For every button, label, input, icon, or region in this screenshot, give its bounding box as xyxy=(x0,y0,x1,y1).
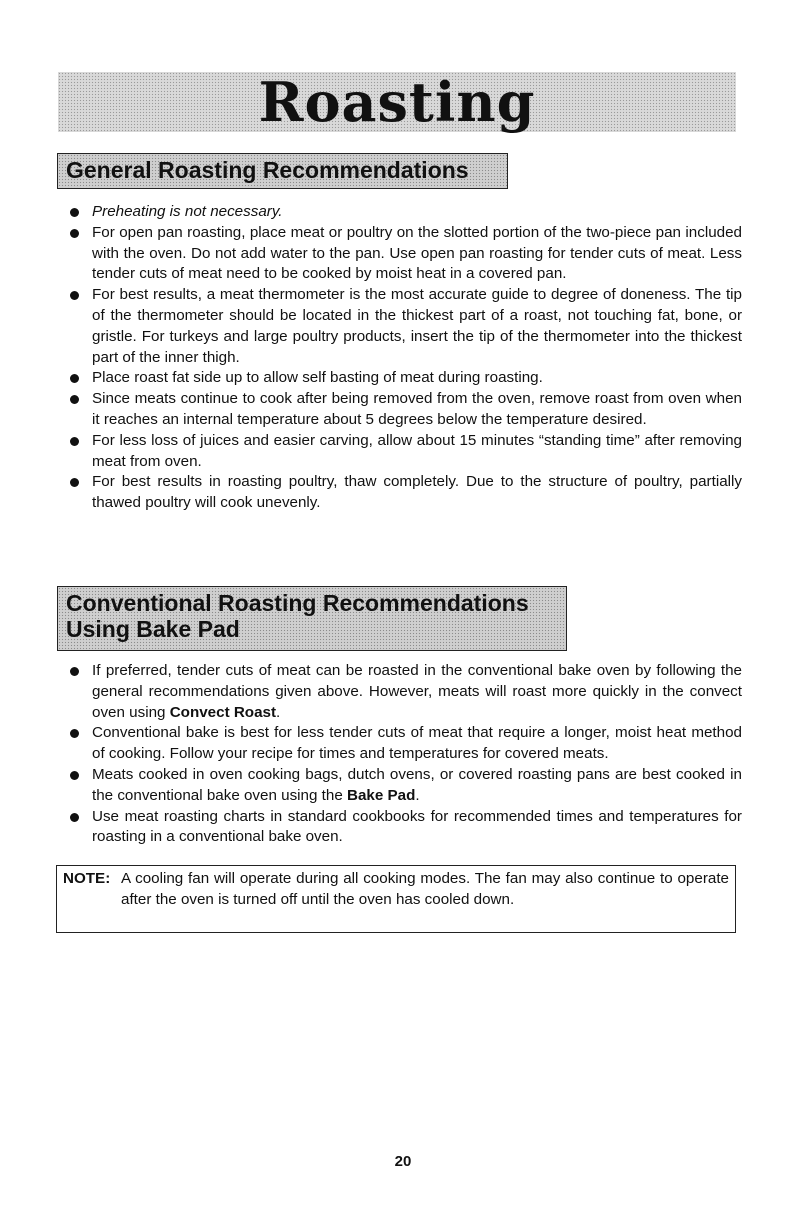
general-recommendations-list xyxy=(70,202,742,514)
title-banner xyxy=(58,72,736,132)
bullet-icon xyxy=(70,229,79,238)
list-item xyxy=(70,285,742,368)
bullet-icon xyxy=(70,478,79,487)
list-item-end: . xyxy=(276,703,281,721)
section-header-general xyxy=(57,153,508,189)
bullet-icon xyxy=(70,208,79,217)
section-header-general-text: General Roasting Recommendations xyxy=(66,157,469,183)
list-item xyxy=(70,431,742,473)
bake-pad-label: Bake Pad xyxy=(347,786,416,804)
list-item-text: For best results in roasting poultry, thaw completely. Due to the structure of poultry, partially thawed poultry will cook unevenly. xyxy=(92,473,742,512)
page-number: 20 xyxy=(394,1153,412,1170)
list-item xyxy=(70,389,742,431)
page-title: Roasting xyxy=(258,70,536,134)
list-item xyxy=(70,661,742,723)
list-item xyxy=(70,472,742,514)
list-item-text: Use meat roasting charts in standard cookbooks for recommended times and temperatures for roasting in a conventional bake oven. xyxy=(92,807,742,846)
list-item-text: Meats cooked in oven cooking bags, dutch ovens, or covered roasting pans are best cooked in the conventional bake oven using the xyxy=(92,765,742,804)
list-item-text: Conventional bake is best for less tender cuts of meat that require a longer, moist heat method of cooking. Follow your recipe for times and temperatures for covered meats. xyxy=(92,724,742,763)
section-header-conventional xyxy=(57,586,567,651)
list-item xyxy=(70,223,742,285)
bullet-icon xyxy=(70,667,79,676)
convect-roast-label: Convect Roast xyxy=(169,703,277,721)
conventional-recommendations-list xyxy=(70,661,742,848)
list-item-text: Place roast fat side up to allow self basting of meat during roasting. xyxy=(92,369,543,387)
bullet-icon xyxy=(70,374,79,383)
list-item-text: Preheating is not necessary. xyxy=(92,203,283,220)
bullet-icon xyxy=(70,291,79,300)
bullet-icon xyxy=(70,813,79,822)
list-item xyxy=(70,202,742,223)
list-item-text: For open pan roasting, place meat or poultry on the slotted portion of the two-piece pan included with the oven. Do not add water to the pan. Use open pan roasting for tender cuts of meat. Less tender cuts of meat need to be cooked by moist heat in a covered pan. xyxy=(92,223,742,283)
list-item xyxy=(70,765,742,807)
bullet-icon xyxy=(70,729,79,738)
list-item xyxy=(70,368,742,389)
note-label: NOTE: xyxy=(63,870,111,887)
list-item-text: If preferred, tender cuts of meat can be roasted in the conventional bake oven by following the general recommendations given above. However, meats will roast more quickly in the convect oven using xyxy=(92,662,742,721)
bullet-icon xyxy=(70,771,79,780)
bullet-icon xyxy=(70,395,79,404)
note-text: A cooling fan will operate during all cooking modes. The fan may also continue to operate after the oven is turned off until the oven has cooled down. xyxy=(121,870,729,908)
list-item-end: . xyxy=(415,786,420,804)
section-header-conventional-line2: Using Bake Pad xyxy=(66,616,240,642)
list-item xyxy=(70,723,742,765)
section-header-conventional-line1: Conventional Roasting Recommendations xyxy=(66,590,529,616)
list-item xyxy=(70,807,742,849)
list-item-text: For less loss of juices and easier carving, allow about 15 minutes “standing time” after removing meat from oven. xyxy=(92,431,742,470)
list-item-text: For best results, a meat thermometer is the most accurate guide to degree of doneness. The tip of the thermometer should be located in the thickest part of a roast, not touching fat, bone, or gristle. For turkeys and large poultry products, insert the tip of the thermometer into the thickest part of the inner thigh. xyxy=(92,286,742,366)
bullet-icon xyxy=(70,437,79,446)
list-item-text: Since meats continue to cook after being removed from the oven, remove roast from oven when it reaches an internal temperature about 5 degrees below the temperature desired. xyxy=(92,390,742,428)
note-box xyxy=(56,865,736,933)
